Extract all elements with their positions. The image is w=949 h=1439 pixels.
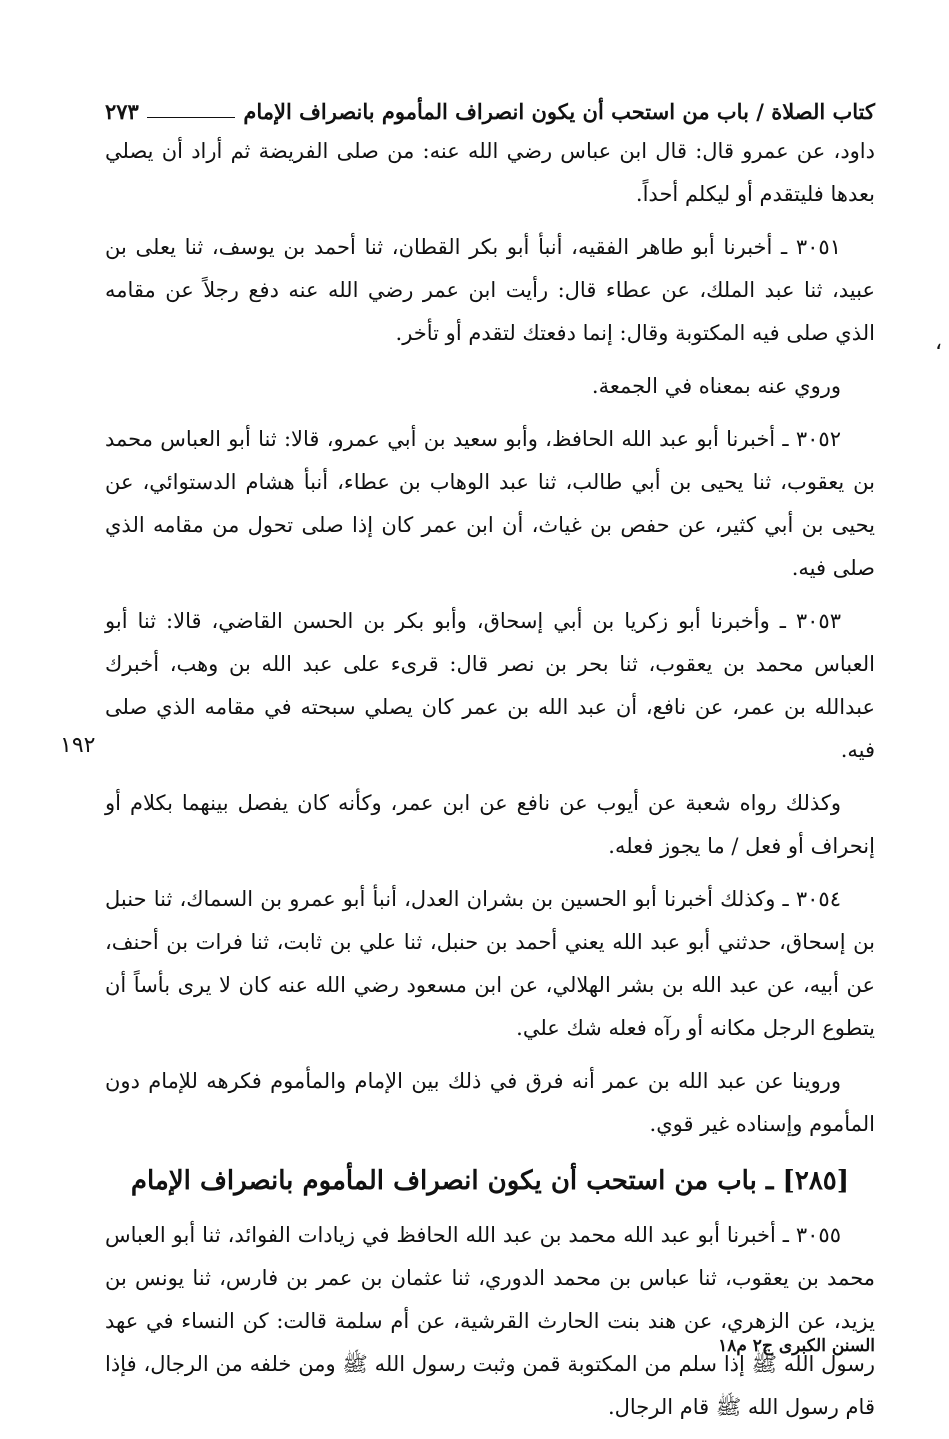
page-number: ٢٧٣ [105,99,139,124]
running-head-rule [147,117,236,118]
page-body [105,90,875,1439]
running-head-title: كتاب الصلاة / باب من استحب أن يكون انصراف المأموم بانصراف الإمام [243,99,875,124]
paragraph: ٣٠٥٤ ـ وكذلك أخبرنا أبو الحسين بن بشران العدل، أنبأ أبو عمرو بن السماك، ثنا حنبل بن إسحاق، حدثني أبو عبد الله يعني أحمد بن حنبل، ثنا علي بن ثابت، ثنا فرات بن أحنف، عن أبيه، عن عبد الله بن بشر الهلالي، عن ابن مسعود رضي الله عنه كان لا يرى بأساً أن يتطوع الرجل مكانه أو رآه فعله شك علي. [105,887,875,1040]
paragraph: ٣٠٥٢ ـ أخبرنا أبو عبد الله الحافظ، وأبو سعيد بن أبي عمرو، قالا: ثنا أبو العباس محمد بن يعقوب، ثنا يحيى بن أبي طالب، ثنا عبد الوهاب بن عطاء، أنبأ هشام الدستوائي، عن يحيى بن أبي كثير، عن حفص بن غياث، أن ابن عمر كان إذا صلى تحول من مقامه الذي صلى فيه. [105,427,875,580]
paragraph: ٣٠٥٣ ـ وأخبرنا أبو زكريا بن أبي إسحاق، وأبو بكر بن الحسن القاضي، قالا: ثنا أبو العباس محمد بن يعقوب، ثنا بحر بن نصر قال: قرىء على عبد الله بن وهب، أخبرك عبدالله بن عمر، عن نافع، أن عبد الله بن عمر كان يصلي سبحته في مقامه الذي صلى فيه. [105,609,875,762]
paragraph: وروينا عن عبد الله بن عمر أنه فرق في ذلك بين الإمام والمأموم فكرهه للإمام دون المأموم وإسناده غير قوي. [105,1069,875,1136]
text-block-after [105,1214,875,1429]
running-head [105,90,875,130]
margin-mark: ، [935,330,943,355]
paragraph: ٣٠٥١ ـ أخبرنا أبو طاهر الفقيه، أنبأ أبو بكر القطان، ثنا أحمد بن يوسف، ثنا يعلى بن عبيد، ثنا عبد الملك، عن عطاء قال: رأيت ابن عمر رضي الله عنه دفع رجلاً عن مقامه الذي صلى فيه المكتوبة وقال: إنما دفعتك لتقدم أو تأخر. [105,235,875,345]
margin-page-reference: ١٩٢ [60,733,96,758]
text-block-before [105,130,875,1146]
paragraph: وكذلك رواه شعبة عن أيوب عن نافع عن ابن عمر، وكأنه كان يفصل بينهما بكلام أو إنحراف أو فعل / ما يجوز فعله. [105,791,875,858]
paragraph: وروي عنه بمعناه في الجمعة. [591,374,841,398]
section-heading: [٢٨٥] ـ باب من استحب أن يكون انصراف المأموم بانصراف الإمام [130,1166,850,1196]
paragraph: ٣٠٥٥ ـ أخبرنا أبو عبد الله محمد بن عبد الله الحافظ في زيادات الفوائد، ثنا أبو العباس محمد بن يعقوب، ثنا عباس بن محمد الدوري، ثنا عثمان بن عمر بن فارس، ثنا يونس بن يزيد، عن الزهري، عن هند بنت الحارث القرشية، عن أم سلمة قالت: كن النساء في عهد رسول الله ﷺ إذا سلم من المكتوبة قمن وثبت رسول الله ﷺ ومن خلفه من الرجال، فإذا قام رسول الله ﷺ قام الرجال. [105,1223,875,1419]
footer-signature: السنن الكبرى ج٢ م١٨ [718,1336,875,1356]
paragraph: داود، عن عمرو قال: قال ابن عباس رضي الله عنه: من صلى الفريضة ثم أراد أن يصلي بعدها فليتقدم أو ليكلم أحداً. [105,139,875,206]
